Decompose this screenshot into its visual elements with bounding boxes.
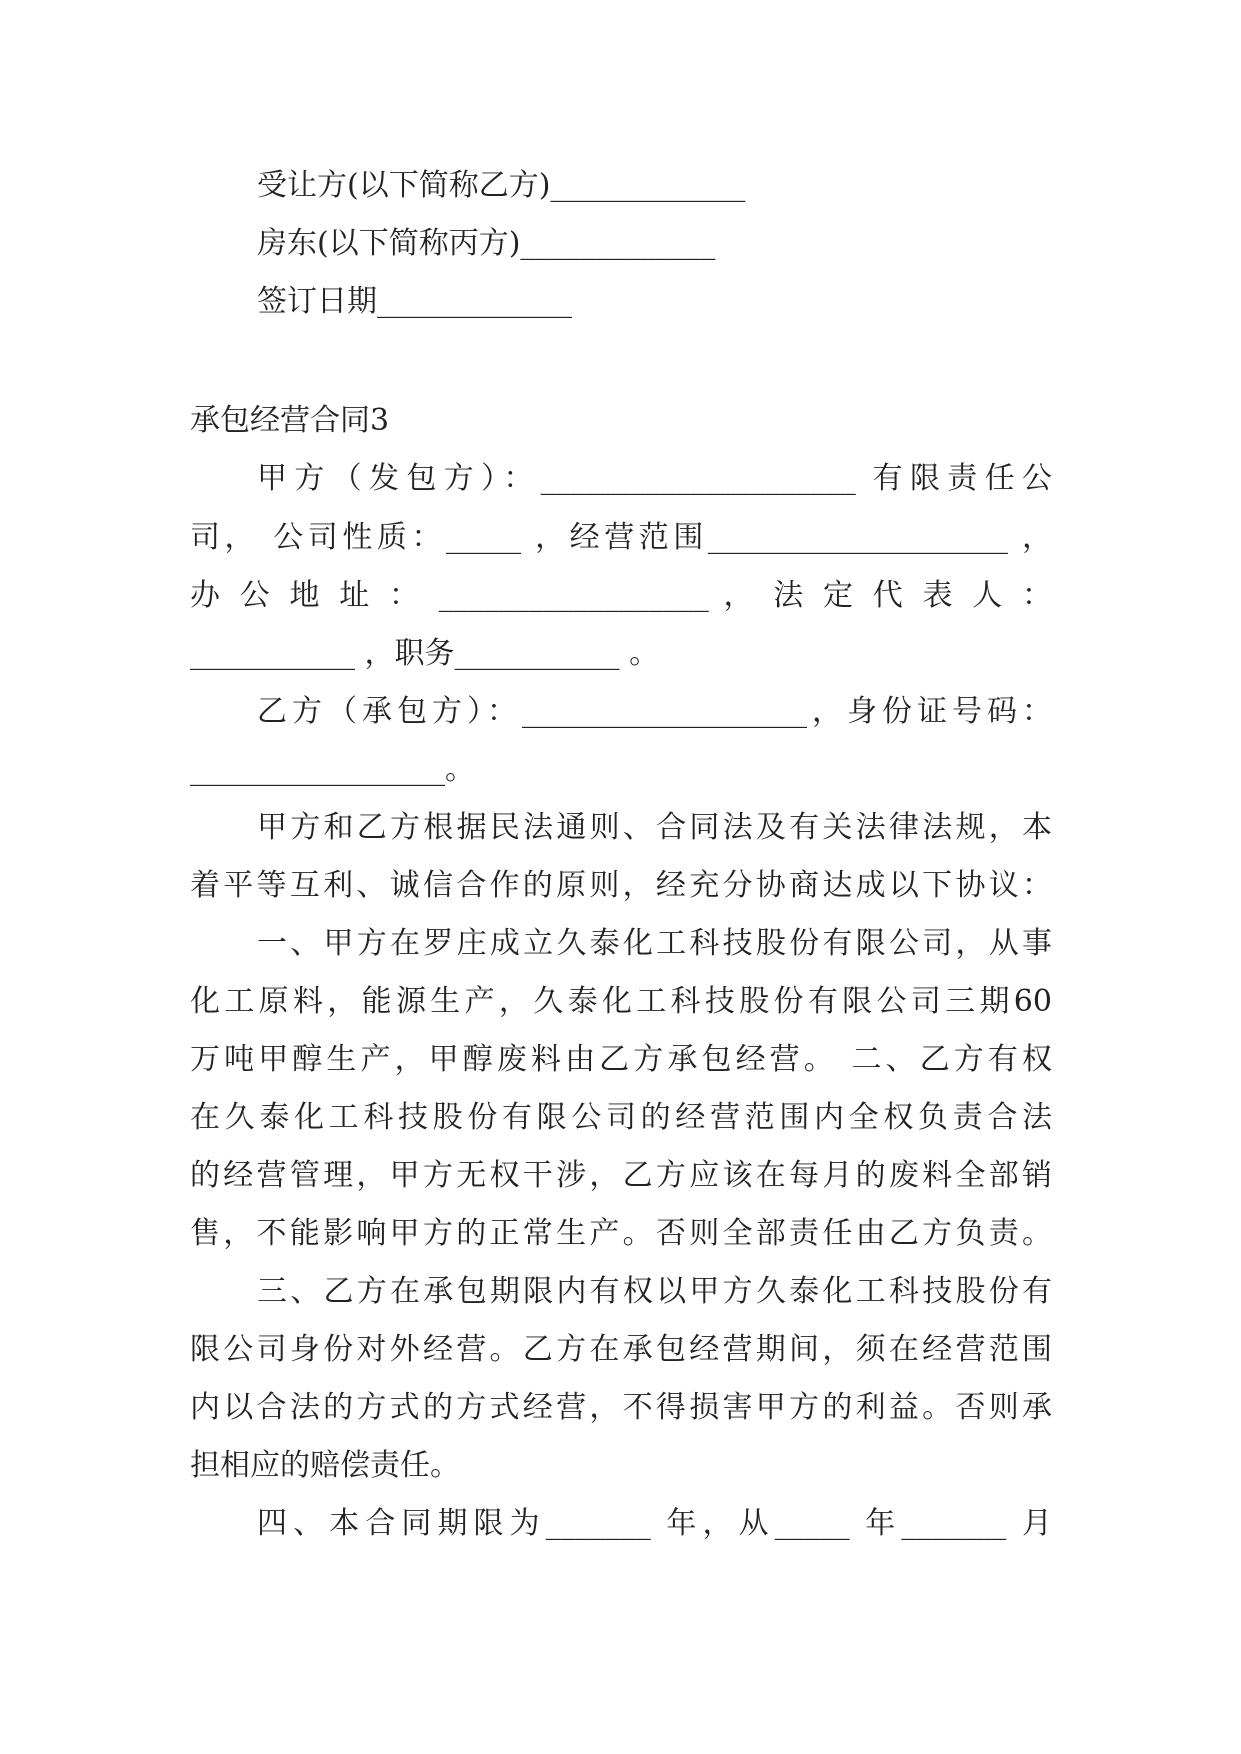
clause-1-line-3: 万吨甲醇生产，甲醇废料由乙方承包经营。 二、乙方有权 [190,1042,1052,1077]
clause-3-line-2: 限公司身份对外经营。乙方在承包经营期间，须在经营范围 [190,1332,1052,1367]
clause-1-line-2: 化工原料，能源生产，久泰化工科技股份有限公司三期60 [190,984,1052,1019]
assignee-line: 受让方(以下简称乙方)_____________ [257,168,746,203]
intro-line-1: 甲方和乙方根据民法通则、合同法及有关法律法规，本 [257,810,1052,845]
clause-2-line-2: 的经营管理，甲方无权干涉，乙方应该在每月的废料全部销 [190,1158,1052,1193]
clause-3-line-3: 内以合法的方式的方式经营，不得损害甲方的利益。否则承 [190,1390,1052,1425]
party-b-line-2: _________________。 [190,752,475,787]
clause-2-line-3: 售，不能影响甲方的正常生产。否则全部责任由乙方负责。 [190,1216,1052,1251]
clause-4-line-1: 四、本合同期限为_______ 年，从_____ 年_______ 月 [257,1506,1052,1541]
party-b-line-1: 乙方（承包方）：___________________，身份证号码： [257,694,1052,729]
party-a-line-2: 司， 公司性质：_____ ，经营范围____________________ ， [190,520,1052,555]
clause-3-line-1: 三、乙方在承包期限内有权以甲方久泰化工科技股份有 [257,1274,1052,1309]
landlord-line: 房东(以下简称丙方)_____________ [257,226,716,261]
clause-2-line-1: 在久泰化工科技股份有限公司的经营范围内全权负责合法 [190,1100,1052,1135]
party-a-line-3: 办 公 地 址 ： __________________ ， 法 定 代 表 人 ： [190,578,1052,613]
clause-1-line-1: 一、甲方在罗庄成立久泰化工科技股份有限公司，从事 [257,926,1052,961]
clause-3-line-4: 担相应的赔偿责任。 [190,1448,460,1483]
intro-line-2: 着平等互利、诚信合作的原则，经充分协商达成以下协议： [190,868,1052,903]
signing-date-line: 签订日期_____________ [257,284,572,319]
party-a-line-4: ___________ ，职务___________ 。 [190,636,660,671]
party-a-line-1: 甲方（发包方）：_____________________ 有限责任公 [257,461,1052,496]
contract-title: 承包经营合同3 [190,403,390,438]
